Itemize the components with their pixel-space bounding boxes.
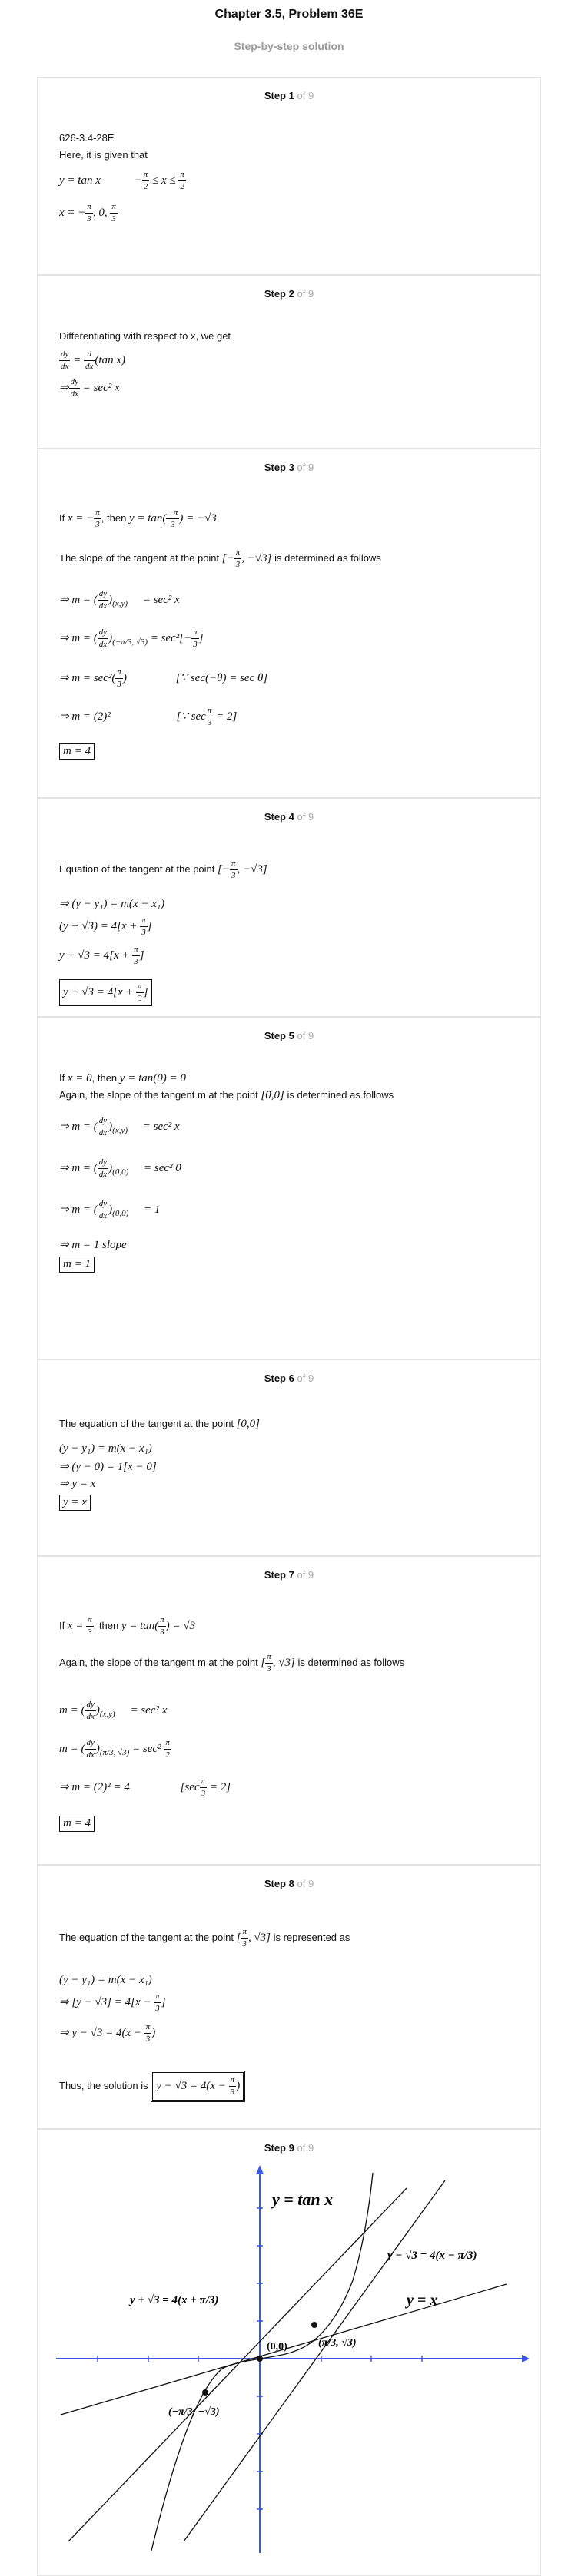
point-origin <box>257 2356 263 2362</box>
step-label: Step 6 of 9 <box>264 1372 314 1384</box>
step4-eq-1: ⇒ (y − y₁) = m(x − x₁) <box>59 898 165 910</box>
step8-eq-1: (y − y₁) = m(x − x₁) <box>59 1974 152 1986</box>
step5-condition: If x = 0, then y = tan(0) = 0 <box>59 1072 186 1084</box>
step-card-5 <box>37 1017 541 1359</box>
step6-result: y = x <box>59 1495 91 1511</box>
label-curve: y = tan x <box>272 2190 334 2209</box>
tan-curve <box>151 2173 373 2551</box>
step3-eq-1: ⇒ m = ( $\frac{dy}{dx}$ )$_{(x,y)} = \sec^2$ x <box>59 589 180 611</box>
step-label: Step 2 of 9 <box>264 288 314 300</box>
step-label: Step 1 of 9 <box>264 90 314 101</box>
step2-text: Differentiating with respect to x, we get <box>59 330 231 342</box>
step8-text: The equation of the tangent at the point [ $\frac{\pi}{3}$ , √3] is represented as <box>59 1927 350 1949</box>
step5-eq-4: ⇒ m = 1 slope <box>59 1239 127 1251</box>
step3-result: m = 4 <box>59 743 95 760</box>
step5-slope-text: Again, the slope of the tangent m at the point [0,0] is determined as follows <box>59 1089 394 1101</box>
step-label: Step 8 of 9 <box>264 1878 314 1889</box>
label-tangent-upper: y − √3 = 4(x − π/3) <box>387 2250 477 2262</box>
point-negative <box>202 2389 208 2396</box>
step-card-6 <box>37 1359 541 1556</box>
label-tangent-lower: y + √3 = 4(x + π/3) <box>130 2294 219 2306</box>
step8-solution: Thus, the solution is y − √3 = 4(x − $\frac{\pi}{3}$ ) <box>59 2071 245 2102</box>
step8-eq-3: ⇒ y − √3 = 4(x − $\frac{\pi}{3}$ ) <box>59 2022 156 2044</box>
step-label: Step 4 of 9 <box>264 811 314 823</box>
label-origin: (0,0) <box>267 2341 287 2353</box>
step6-eq-3: ⇒ y = x <box>59 1478 96 1490</box>
step7-eq-2: m = ( $\frac{dy}{dx}$ )$_{(\pi/3, √3)} = \sec^2$ $\frac{\pi}{2}$ <box>59 1738 170 1760</box>
step-label: Step 7 of 9 <box>264 1569 314 1581</box>
step5-eq-3: ⇒ m = ( $\frac{dy}{dx}$ )$_{(0,0)} = 1$ <box>59 1199 161 1220</box>
given-text: Here, it is given that <box>59 149 148 161</box>
step-card-4 <box>37 798 541 1017</box>
tangent-line-upper <box>184 2180 445 2541</box>
given-function: y = tan x − $\frac{\pi}{2}$ ≤ x ≤ $\frac{\pi}{2}$ <box>59 170 184 191</box>
step7-condition: If x = $\frac{\pi}{3}$ , then y = tan( $\frac{\pi}{3}$ ) = √3 <box>59 1615 196 1637</box>
step4-result: y + √3 = 4[x + $\frac{\pi}{3}$ ] <box>59 979 152 1006</box>
step7-slope-text: Again, the slope of the tangent m at the point [ $\frac{\pi}{3}$ , √3] is determined as follows <box>59 1652 405 1674</box>
step4-eq-2: (y + √3) = 4[x + $\frac{\pi}{3}$ ] <box>59 916 152 937</box>
label-point-pos: (π/3, √3) <box>318 2337 357 2349</box>
step3-slope-text: The slope of the tangent at the point [− $\frac{\pi}{3}$ , −√3] is determined as follows <box>59 548 381 569</box>
label-yx: y = x <box>407 2292 438 2309</box>
x-axis-arrow <box>522 2355 530 2362</box>
step-card-7 <box>37 1556 541 1865</box>
point-positive <box>311 2322 317 2328</box>
step7-result: m = 4 <box>59 1816 95 1832</box>
step-card-2 <box>37 275 541 449</box>
derivative-eq-1: $\frac{dy}{dx}$ = $\frac{d}{dx}$ (tan x) <box>61 349 125 371</box>
step5-result: m = 1 <box>59 1257 95 1273</box>
step6-eq-1: (y − y₁) = m(x − x₁) <box>59 1442 152 1455</box>
tangent-graph <box>38 2157 542 2557</box>
step3-eq-4: ⇒ m = (2)² [∵ sec $\frac{\pi}{3}$ = 2] <box>59 706 238 727</box>
step-card-8 <box>37 1865 541 2129</box>
y-axis-arrow <box>256 2165 264 2174</box>
step6-text: The equation of the tangent at the point [0,0] <box>59 1418 261 1430</box>
step7-eq-3: ⇒ m = (2)² = 4 [sec $\frac{\pi}{3}$ = 2] <box>59 1776 231 1798</box>
step6-eq-2: ⇒ (y − 0) = 1[x − 0] <box>59 1461 157 1473</box>
step-card-9 <box>37 2129 541 2576</box>
page-title: Chapter 3.5, Problem 36E <box>214 8 364 21</box>
derivative-eq-2: ⇒ $\frac{dy}{dx}$ = sec² x <box>59 377 120 399</box>
step-label: Step 9 of 9 <box>264 2142 314 2154</box>
page-subtitle: Step-by-step solution <box>234 40 344 52</box>
step-card-3 <box>37 449 541 798</box>
step4-text: Equation of the tangent at the point [− $\frac{\pi}{3}$ , −√3] <box>59 859 267 880</box>
step-label: Step 5 of 9 <box>264 1030 314 1041</box>
label-point-neg: (−π/3, −√3) <box>168 2406 220 2418</box>
step5-eq-2: ⇒ m = ( $\frac{dy}{dx}$ )$_{(0,0)} = \sec^2$ 0 <box>59 1157 181 1179</box>
step-label: Step 3 of 9 <box>264 462 314 473</box>
step7-eq-1: m = ( $\frac{dy}{dx}$ )$_{(x,y)} = \sec^2$ x <box>59 1700 168 1721</box>
step4-eq-3: y + √3 = 4[x + $\frac{\pi}{3}$ ] <box>59 945 144 966</box>
step-card-1 <box>37 77 541 275</box>
problem-id: 626-3.4-28E <box>59 132 115 144</box>
step5-eq-1: ⇒ m = ( $\frac{dy}{dx}$ )$_{(x,y)} = \sec^2$ x <box>59 1116 180 1137</box>
tangent-line-lower <box>68 2188 407 2541</box>
step3-eq-3: ⇒ m = sec²( $\frac{\pi}{3}$ ) [∵ sec(−θ) = sec θ] <box>59 667 268 689</box>
step3-eq-2: ⇒ m = ( $\frac{dy}{dx}$ )$_{(-\pi/3, √3)} = \sec^2[-$ $\frac{\pi}{3}$ ] <box>59 627 204 649</box>
step3-condition: If x = − $\frac{\pi}{3}$ , then y = tan( $\frac{-\pi}{3}$ ) = −√3 <box>59 508 217 529</box>
given-points: x = − $\frac{\pi}{3}$ , 0, $\frac{\pi}{3}$ <box>59 202 116 223</box>
step8-eq-2: ⇒ [y − √3] = 4[x − $\frac{\pi}{3}$ ] <box>59 1992 166 2013</box>
